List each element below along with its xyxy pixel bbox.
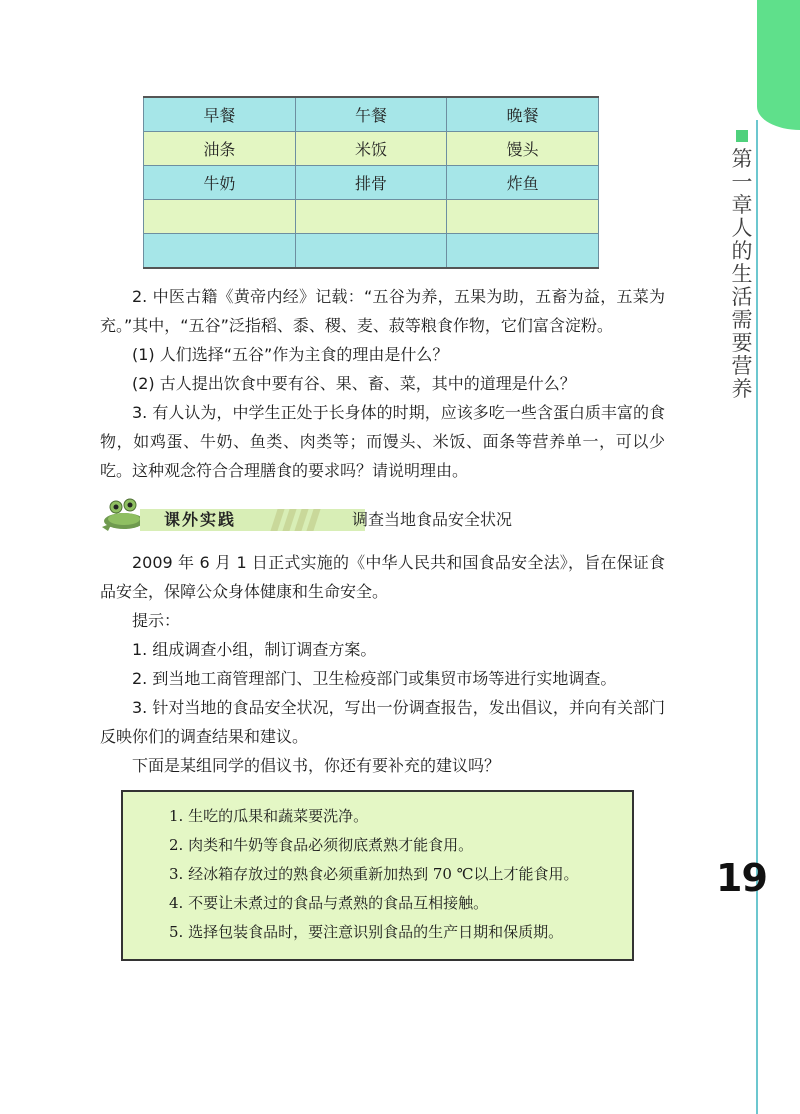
table-header-cell: 早餐 <box>144 97 296 132</box>
table-row <box>144 200 599 234</box>
table-cell: 馒头 <box>447 132 599 166</box>
practice-title: 调查当地食品安全状况 <box>352 510 513 529</box>
table-cell <box>447 234 599 269</box>
meal-table <box>143 96 599 269</box>
table-cell: 油条 <box>144 132 296 166</box>
chapter-color-tab <box>757 0 800 130</box>
table-cell: 牛奶 <box>144 166 296 200</box>
proposal-item: 2. 肉类和牛奶等食品必须彻底煮熟才能食用。 <box>169 836 474 854</box>
question-3: 3. 有人认为，中学生正处于长身体的时期，应该多吃一些含蛋白质丰富的食物，如鸡蛋、牛奶、鱼类、肉类等；而馒头、米饭、面条等营养单一，可以少吃。这种观念符合合理膳食的要求吗？请说明理由。 <box>100 403 665 480</box>
page-number: 19 <box>716 856 767 900</box>
practice-label: 课外实践 <box>164 510 237 529</box>
proposal-item: 4. 不要让未煮过的食品与煮熟的食品互相接触。 <box>169 894 489 912</box>
table-cell <box>447 200 599 234</box>
hint-label: 提示： <box>132 611 181 630</box>
proposal-box <box>121 790 634 961</box>
question-2-2: (2) 古人提出饮食中要有谷、果、畜、菜，其中的道理是什么？ <box>132 374 576 393</box>
table-cell <box>295 200 447 234</box>
question-2-1: (1) 人们选择“五谷”作为主食的理由是什么？ <box>132 345 449 364</box>
table-row <box>144 234 599 269</box>
table-row <box>144 132 599 166</box>
table-header-cell: 午餐 <box>295 97 447 132</box>
table-cell: 排骨 <box>295 166 447 200</box>
frog-icon <box>98 495 146 535</box>
table-cell <box>295 234 447 269</box>
hint-item: 2. 到当地工商管理部门、卫生检疫部门或集贸市场等进行实地调查。 <box>132 669 617 688</box>
table-cell: 炸鱼 <box>447 166 599 200</box>
table-cell: 米饭 <box>295 132 447 166</box>
chapter-title: 第一章 人的生活需要营养 <box>731 147 753 401</box>
table-row <box>144 166 599 200</box>
proposal-item: 1. 生吃的瓜果和蔬菜要洗净。 <box>169 807 369 825</box>
table-header-row <box>144 97 599 132</box>
proposal-item: 5. 选择包装食品时，要注意识别食品的生产日期和保质期。 <box>169 923 564 941</box>
proposal-item: 3. 经冰箱存放过的熟食必须重新加热到 70 ℃以上才能食用。 <box>169 865 579 883</box>
chapter-marker-icon <box>736 130 748 142</box>
table-cell <box>144 200 296 234</box>
table-cell <box>144 234 296 269</box>
practice-intro: 2009 年 6 月 1 日正式实施的《中华人民共和国食品安全法》，旨在保证食品安全，保障公众身体健康和生命安全。 <box>100 553 665 601</box>
practice-closing: 下面是某组同学的倡议书，你还有要补充的建议吗？ <box>132 756 501 775</box>
question-2: 2. 中医古籍《黄帝内经》记载：“五谷为养，五果为助，五畜为益，五菜为充。”其中，“五谷”泛指稻、黍、稷、麦、菽等粮食作物，它们富含淀粉。 <box>100 287 665 335</box>
hint-item: 3. 针对当地的食品安全状况，写出一份调查报告，发出倡议，并向有关部门反映你们的调查结果和建议。 <box>100 698 665 746</box>
practice-section-header <box>98 495 658 535</box>
margin-line <box>756 120 758 1114</box>
hint-item: 1. 组成调查小组，制订调查方案。 <box>132 640 377 659</box>
table-header-cell: 晚餐 <box>447 97 599 132</box>
